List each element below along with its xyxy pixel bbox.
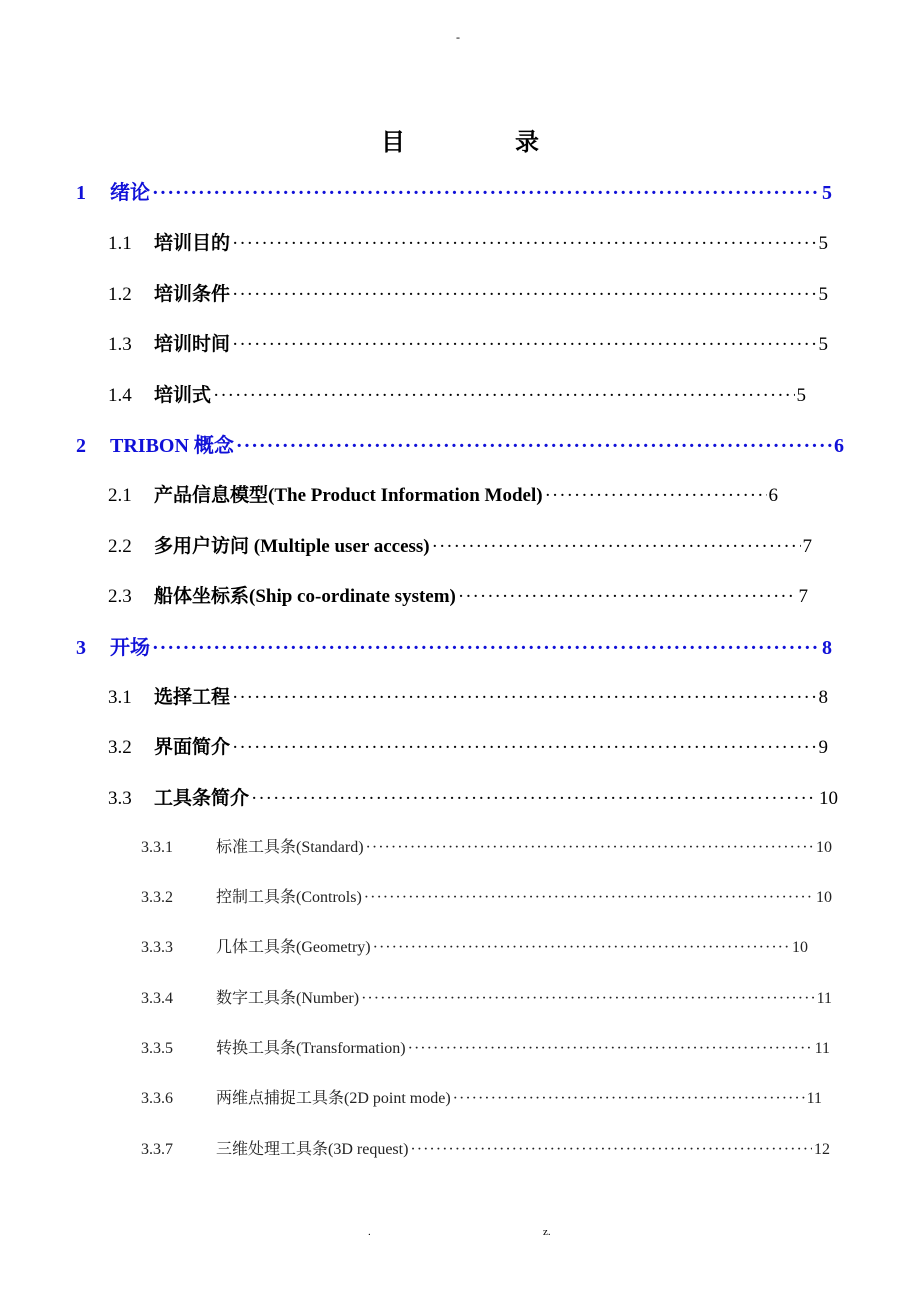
toc-entry-page: 10 [816, 839, 832, 856]
toc-entry[interactable] [108, 531, 812, 558]
toc-entry[interactable] [141, 985, 832, 1008]
toc-leader-dots [366, 839, 814, 857]
toc-entry-title: TRIBON 概念 [110, 435, 234, 457]
toc-entry-title: 开场 [110, 637, 150, 659]
toc-entry-title: 三维处理工具条(3D request) [216, 1141, 409, 1158]
toc-entry-title: 控制工具条(Controls) [216, 889, 362, 906]
toc-entry[interactable] [108, 279, 828, 306]
toc-entry-number: 3.3.6 [141, 1090, 173, 1107]
toc-leader-dots [232, 284, 816, 306]
toc-entry-page: 10 [792, 939, 808, 956]
toc-entry-title: 选择工程 [154, 687, 231, 708]
toc-entry[interactable] [141, 1085, 822, 1108]
footer-left: . [368, 1226, 371, 1238]
toc-leader-dots [453, 1090, 805, 1108]
toc-entry[interactable] [141, 884, 832, 907]
header-mark: - [456, 30, 460, 44]
toc-entry-title: 培训条件 [154, 284, 231, 305]
toc-entry-page: 9 [818, 737, 828, 758]
toc-leader-dots [251, 788, 817, 810]
toc-entry-title: 两维点捕捉工具条(2D point mode) [216, 1090, 451, 1107]
toc-entry-page: 10 [819, 788, 838, 809]
toc-leader-dots [373, 939, 790, 957]
toc-entry-number: 3.3 [108, 788, 132, 809]
toc-entry-title: 船体坐标系(Ship co-ordinate system) [154, 586, 456, 607]
toc-entry-page: 5 [818, 233, 828, 254]
toc-entry-title: 培训时间 [154, 334, 231, 355]
toc-entry-page: 10 [816, 889, 832, 906]
toc-entry-number: 3.3.4 [141, 990, 173, 1007]
toc-entry[interactable] [108, 380, 806, 407]
toc-entry[interactable] [108, 732, 828, 759]
toc-entry-number: 2.3 [108, 586, 132, 607]
toc-entry-page: 5 [818, 284, 828, 305]
toc-entry-number: 1.1 [108, 233, 132, 254]
toc-entry[interactable] [108, 480, 778, 507]
toc-leader-dots [232, 233, 816, 255]
toc-entry-page: 5 [796, 385, 806, 406]
toc-entry-page: 7 [798, 586, 808, 607]
toc-entry[interactable] [141, 1136, 830, 1159]
toc-leader-dots [232, 687, 816, 709]
toc-entry-title: 标准工具条(Standard) [216, 839, 364, 856]
toc-entry-number: 1 [76, 182, 86, 204]
page-title [0, 122, 920, 157]
toc-leader-dots [364, 889, 814, 907]
toc-entry-number: 2.2 [108, 536, 132, 557]
toc-entry-page: 11 [814, 1040, 830, 1057]
toc-entry-page: 6 [834, 435, 844, 457]
toc-entry-number: 3.3.7 [141, 1141, 173, 1158]
toc-entry-page: 12 [814, 1141, 830, 1158]
toc-entry-page: 7 [802, 536, 812, 557]
toc-entry-page: 5 [822, 182, 832, 204]
toc-leader-dots [458, 586, 797, 608]
toc-entry-number: 3.3.1 [141, 839, 173, 856]
toc-entry[interactable] [108, 581, 808, 608]
toc-entry[interactable] [108, 783, 838, 810]
toc-entry-number: 2 [76, 435, 86, 457]
toc-entry-number: 3.3.2 [141, 889, 173, 906]
toc-entry-title: 数字工具条(Number) [216, 990, 360, 1007]
toc-entry[interactable] [141, 934, 808, 957]
title-right: 录 [515, 130, 539, 156]
toc-leader-dots [408, 1040, 813, 1058]
toc-leader-dots [152, 182, 820, 205]
toc-leader-dots [232, 737, 816, 759]
toc-leader-dots [361, 990, 815, 1008]
toc-leader-dots [545, 485, 767, 507]
toc-entry-title: 产品信息模型(The Product Information Model) [154, 485, 543, 506]
toc-entry-title: 多用户访问 (Multiple user access) [154, 536, 430, 557]
toc-leader-dots [432, 536, 801, 558]
toc-entry-title: 工具条简介 [154, 788, 250, 809]
title-left: 目 [381, 130, 405, 156]
toc-entry-page: 6 [768, 485, 778, 506]
toc-entry[interactable] [108, 682, 828, 709]
toc-entry-number: 3.3.3 [141, 939, 173, 956]
toc-entry[interactable] [141, 1035, 830, 1058]
toc-leader-dots [213, 385, 794, 407]
toc-entry-page: 8 [822, 637, 832, 659]
toc-entry-page: 8 [818, 687, 828, 708]
toc-entry-page: 11 [806, 1090, 822, 1107]
toc-entry-number: 1.2 [108, 284, 132, 305]
toc-entry-number: 3.2 [108, 737, 132, 758]
toc-entry-title: 培训式 [154, 385, 212, 406]
toc-leader-dots [232, 334, 816, 356]
toc-entry-title: 几体工具条(Geometry) [216, 939, 371, 956]
toc-entry[interactable] [108, 228, 828, 255]
toc-entry-title: 转换工具条(Transformation) [216, 1040, 406, 1057]
toc-leader-dots [152, 637, 820, 660]
toc-entry-number: 1.4 [108, 385, 132, 406]
toc-entry[interactable] [108, 329, 828, 356]
toc-entry-number: 1.3 [108, 334, 132, 355]
toc-entry[interactable] [76, 176, 832, 205]
toc-entry-number: 3 [76, 637, 86, 659]
toc-entry[interactable] [76, 429, 844, 458]
toc-entry-number: 3.3.5 [141, 1040, 173, 1057]
toc-entry-title: 培训目的 [154, 233, 231, 254]
toc-leader-dots [410, 1141, 812, 1159]
toc-entry[interactable] [141, 834, 832, 857]
toc-entry-title: 绪论 [110, 182, 150, 204]
toc-entry-page: 11 [816, 990, 832, 1007]
footer-right: z. [543, 1226, 551, 1238]
toc-leader-dots [236, 435, 832, 458]
toc-entry[interactable] [76, 631, 832, 660]
toc-entry-number: 3.1 [108, 687, 132, 708]
toc-entry-page: 5 [818, 334, 828, 355]
toc-entry-title: 界面简介 [154, 737, 231, 758]
toc-entry-number: 2.1 [108, 485, 132, 506]
